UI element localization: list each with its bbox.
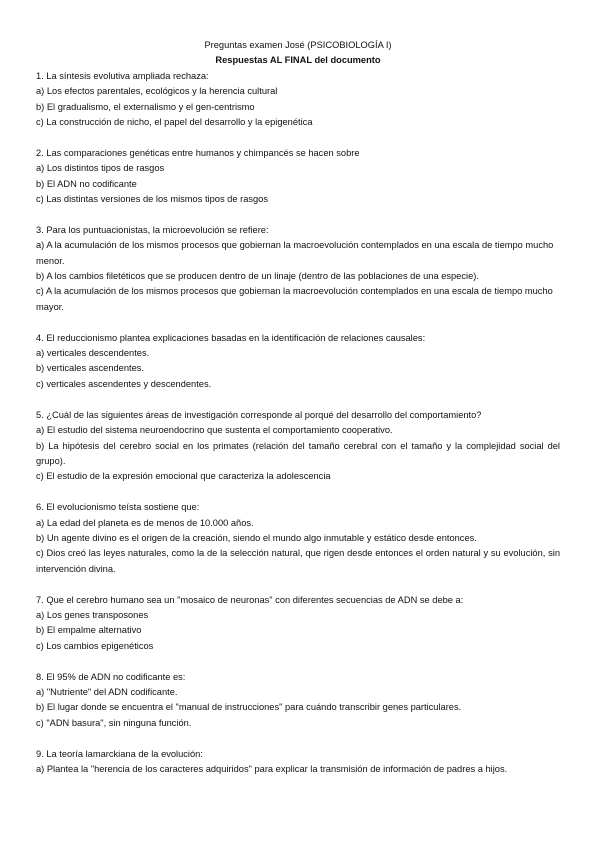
option-c: c) "ADN basura", sin ninguna función. (36, 717, 192, 728)
option-a: a) Los distintos tipos de rasgos (36, 163, 165, 174)
option-a: a) "Nutriente" del ADN codificante. (36, 686, 178, 697)
option-c: c) El estudio de la expresión emocional que caracteriza la adolescencia (36, 471, 331, 482)
option-a: a) Plantea la "herencia de los caracteres adquiridos" para explicar la transmisión de información de padres a hijos. (36, 763, 508, 774)
question-text: 8. El 95% de ADN no codificante es: (36, 671, 186, 682)
option-b: b) El gradualismo, el externalismo y el gen-centrismo (36, 101, 255, 112)
option-c: c) Los cambios epigenéticos (36, 640, 154, 651)
question-text: 2. Las comparaciones genéticas entre humanos y chimpancés se hacen sobre (36, 147, 360, 158)
question-4 (36, 331, 560, 393)
option-a: a) Los efectos parentales, ecológicos y la herencia cultural (36, 86, 278, 97)
question-text: 6. El evolucionismo teísta sostiene que: (36, 502, 200, 513)
question-text: 3. Para los puntuacionistas, la microevolución se refiere: (36, 224, 269, 235)
option-c: c) Las distintas versiones de los mismos tipos de rasgos (36, 194, 269, 205)
question-9 (36, 747, 560, 778)
option-b: b) La hipótesis del cerebro social en los primates (relación del tamaño cerebral con el tamaño y la complejidad social del grupo). (36, 440, 560, 466)
question-text: 7. Que el cerebro humano sea un "mosaico de neuronas" con diferentes secuencias de ADN se debe a: (36, 594, 464, 605)
question-text: 9. La teoría lamarckiana de la evolución: (36, 748, 203, 759)
question-text: 1. La síntesis evolutiva ampliada rechaza: (36, 70, 209, 81)
question-6 (36, 500, 560, 577)
option-b: b) A los cambios filetéticos que se producen dentro de un linaje (dentro de las poblaciones de una especie). (36, 271, 479, 282)
question-text: 5. ¿Cuál de las siguientes áreas de investigación corresponde al porqué del desarrollo del comportamiento? (36, 409, 482, 420)
option-a: a) El estudio del sistema neuroendocrino que sustenta el comportamiento cooperativo. (36, 425, 393, 436)
question-1 (36, 69, 560, 131)
question-3 (36, 223, 560, 315)
option-b: b) verticales ascendentes. (36, 363, 145, 374)
question-7 (36, 593, 560, 655)
option-b: b) El empalme alternativo (36, 625, 142, 636)
option-b: b) El ADN no codificante (36, 178, 137, 189)
option-b: b) Un agente divino es el origen de la creación, siendo el mundo algo inmutable y estático desde entonces. (36, 532, 477, 543)
document-title: Preguntas examen José (PSICOBIOLOGÍA I) (204, 40, 392, 50)
question-text: 4. El reduccionismo plantea explicaciones basadas en la identificación de relaciones causales: (36, 332, 426, 343)
option-b: b) El lugar donde se encuentra el "manual de instrucciones" para cuándo transcribir genes particulares. (36, 702, 462, 713)
option-a: a) Los genes transposones (36, 609, 149, 620)
question-5 (36, 408, 560, 485)
question-8 (36, 670, 560, 732)
document-subtitle: Respuestas AL FINAL del documento (215, 55, 381, 66)
question-2 (36, 146, 560, 208)
option-c: c) verticales ascendentes y descendentes. (36, 378, 212, 389)
option-a: a) La edad del planeta es de menos de 10.000 años. (36, 517, 254, 528)
option-a: a) A la acumulación de los mismos procesos que gobiernan la macroevolución contemplados en una escala de tiempo mucho menor. (36, 240, 554, 266)
option-a: a) verticales descendentes. (36, 348, 150, 359)
option-c: c) A la acumulación de los mismos procesos que gobiernan la macroevolución contemplados en una escala de tiempo mucho mayor. (36, 286, 553, 312)
option-c: c) Dios creó las leyes naturales, como la de la selección natural, que rigen desde entonces el orden natural y su evolución, sin intervención divina. (36, 548, 560, 574)
option-c: c) La construcción de nicho, el papel del desarrollo y la epigenética (36, 117, 313, 128)
